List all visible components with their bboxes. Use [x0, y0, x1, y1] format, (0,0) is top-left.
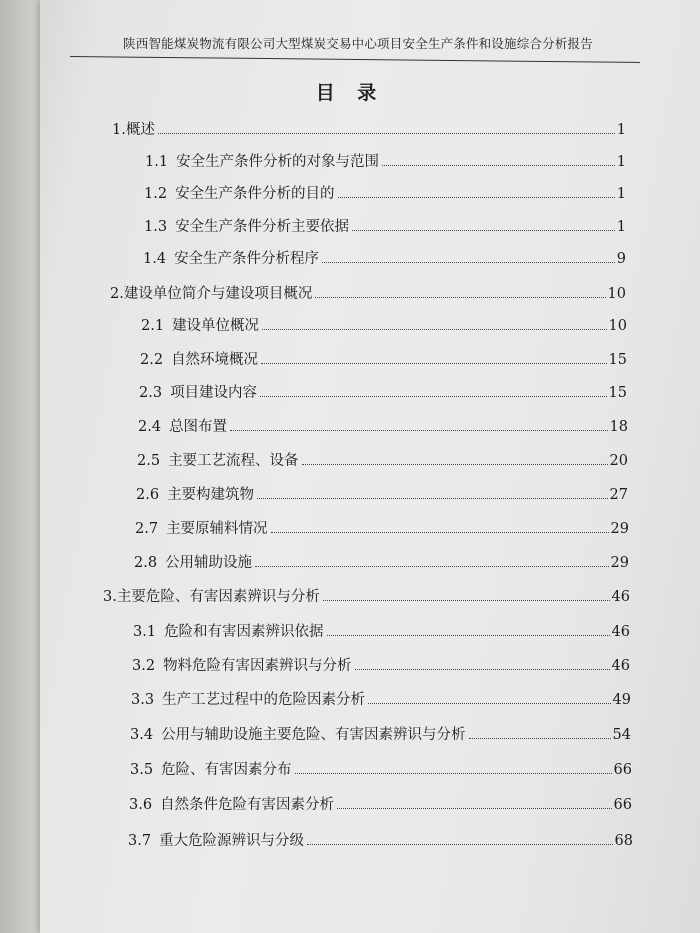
toc-entry[interactable]: [134, 551, 629, 572]
toc-text: 物料危险有害因素辨识与分析: [163, 658, 352, 674]
toc-text: 危险、有害因素分布: [161, 762, 292, 778]
toc-entry[interactable]: [133, 620, 630, 641]
toc-entry[interactable]: [144, 215, 626, 236]
toc-page-number: 1: [616, 122, 626, 138]
toc-text: 安全生产条件分析程序: [174, 251, 320, 267]
toc-page-number: 46: [611, 658, 630, 674]
dot-leader: [260, 396, 606, 397]
toc-text: 概述: [125, 122, 155, 138]
toc-entry[interactable]: [145, 150, 626, 171]
toc-page-number: 10: [608, 318, 627, 334]
toc-text: 主要原辅料情况: [166, 521, 268, 537]
toc-entry[interactable]: [139, 381, 627, 402]
dot-leader: [327, 635, 610, 636]
toc-number: 2.3: [139, 385, 163, 401]
toc-number: 2.5: [137, 453, 161, 469]
dot-leader: [355, 669, 610, 670]
toc-page-number: 10: [607, 286, 626, 302]
toc-page-number: 54: [612, 727, 631, 743]
toc-number: 3.5: [130, 762, 154, 778]
toc-text: 主要危险、有害因素辨识与分析: [116, 589, 320, 605]
toc-page-number: 66: [613, 762, 632, 778]
toc-entry[interactable]: [140, 348, 627, 369]
toc-page-number: 18: [609, 419, 628, 435]
toc-page-number: 66: [613, 797, 632, 813]
dot-leader: [302, 464, 608, 465]
toc-text: 重大危险源辨识与分级: [159, 833, 305, 849]
toc-page-number: 29: [610, 555, 629, 571]
toc-title: 目 录: [315, 82, 385, 104]
toc-text: 危险和有害因素辨识依据: [164, 624, 324, 640]
toc-entry[interactable]: [130, 758, 632, 779]
toc-number: 2.1: [141, 318, 165, 334]
toc-text: 总图布置: [169, 419, 228, 435]
toc-entry[interactable]: [136, 483, 628, 504]
toc-page-number: 9: [616, 251, 626, 267]
toc-number: 3.1: [133, 624, 157, 640]
toc-entry[interactable]: [130, 723, 631, 744]
toc-number: 2.6: [136, 487, 160, 503]
toc-page-number: 27: [609, 487, 628, 503]
dot-leader: [368, 703, 610, 704]
toc-number: 1.4: [143, 251, 167, 267]
toc-page-number: 15: [608, 352, 627, 368]
toc-number: 1.3: [144, 219, 168, 235]
toc-page-number: 68: [614, 833, 633, 849]
toc-entry[interactable]: [110, 282, 626, 303]
toc-number: 1.2: [144, 186, 168, 202]
toc-page-number: 1: [616, 186, 626, 202]
running-header: 陕西智能煤炭物流有限公司大型煤炭交易中心项目安全生产条件和设施综合分析报告: [123, 36, 593, 51]
toc-text: 自然环境概况: [171, 352, 259, 368]
toc-text: 安全生产条件分析主要依据: [175, 219, 350, 235]
toc-number: 3.3: [131, 692, 155, 708]
dot-leader: [322, 262, 615, 263]
dot-leader: [230, 430, 607, 431]
toc-page-number: 46: [611, 589, 630, 605]
toc-entry[interactable]: [138, 415, 628, 436]
toc-entry[interactable]: [135, 517, 629, 538]
dot-leader: [382, 165, 615, 166]
toc-entry[interactable]: [141, 314, 627, 335]
dot-leader: [262, 329, 606, 330]
dot-leader: [338, 197, 615, 198]
toc-page-number: 20: [609, 453, 628, 469]
dot-leader: [261, 363, 606, 364]
toc-text: 建设单位概况: [172, 318, 260, 334]
toc-number: 3.6: [129, 797, 153, 813]
toc-number: 2.: [110, 286, 124, 302]
toc-entry[interactable]: [128, 829, 633, 850]
dot-leader: [352, 230, 615, 231]
toc-text: 安全生产条件分析的对象与范围: [176, 154, 380, 170]
toc-number: 1.1: [145, 154, 169, 170]
dot-leader: [315, 297, 605, 298]
dot-leader: [255, 566, 608, 567]
toc-text: 公用辅助设施: [165, 555, 253, 571]
toc-text: 主要构建筑物: [167, 487, 255, 503]
toc-page-number: 1: [616, 154, 626, 170]
toc-text: 公用与辅助设施主要危险、有害因素辨识与分析: [161, 727, 466, 743]
toc-number: 2.4: [138, 419, 162, 435]
toc-text: 自然条件危险有害因素分析: [160, 797, 335, 813]
toc-entry[interactable]: [143, 247, 626, 268]
toc-number: 2.8: [134, 555, 158, 571]
dot-leader: [158, 133, 615, 134]
toc-number: 2.2: [140, 352, 164, 368]
dot-leader: [271, 532, 609, 533]
toc-entry[interactable]: [103, 585, 630, 606]
dot-leader: [295, 773, 612, 774]
toc-text: 项目建设内容: [170, 385, 258, 401]
toc-entry[interactable]: [131, 688, 631, 709]
toc-number: 3.: [103, 589, 117, 605]
toc-page-number: 15: [608, 385, 627, 401]
toc-text: 生产工艺过程中的危险因素分析: [162, 692, 366, 708]
toc-entry[interactable]: [129, 793, 632, 814]
toc-entry[interactable]: [144, 182, 626, 203]
toc-entry[interactable]: [132, 654, 630, 675]
toc-number: 1.: [112, 122, 126, 138]
toc-entry[interactable]: [112, 118, 626, 139]
dot-leader: [307, 844, 612, 845]
dot-leader: [469, 738, 611, 739]
toc-page-number: 46: [611, 624, 630, 640]
toc-page-number: 29: [610, 521, 629, 537]
dot-leader: [257, 498, 607, 499]
toc-text: 主要工艺流程、设备: [168, 453, 299, 469]
toc-entry[interactable]: [137, 449, 628, 470]
dot-leader: [337, 808, 611, 809]
toc-page-number: 49: [612, 692, 631, 708]
dot-leader: [323, 600, 610, 601]
toc-number: 3.2: [132, 658, 156, 674]
toc-page-number: 1: [616, 219, 626, 235]
toc-number: 3.4: [130, 727, 154, 743]
toc-number: 2.7: [135, 521, 159, 537]
toc-number: 3.7: [128, 833, 152, 849]
toc-text: 安全生产条件分析的目的: [175, 186, 335, 202]
toc-text: 建设单位简介与建设项目概况: [123, 286, 313, 302]
